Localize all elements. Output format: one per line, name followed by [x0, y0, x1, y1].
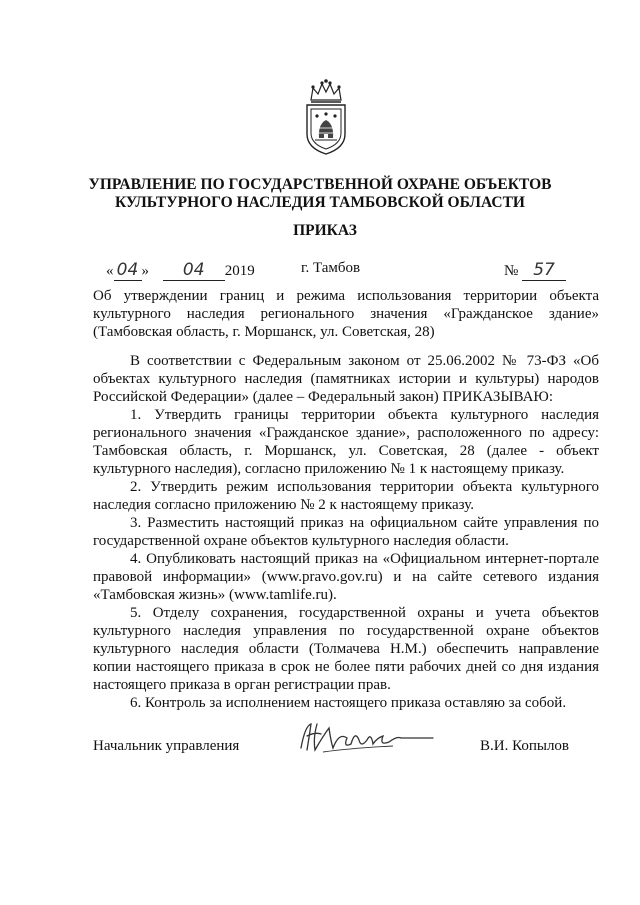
date-year: 2019: [224, 263, 255, 279]
subject-line: культурного наследия регионального значения «Гражданское здание»: [93, 306, 599, 322]
body-line: «Тамбовская жизнь» (www.tamlife.ru).: [93, 587, 337, 603]
body-line: В соответствии с Федеральным законом от 25.06.2002 № 73-ФЗ «Об: [130, 353, 599, 369]
body-line: 3. Разместить настоящий приказ на официальном сайте управления по: [130, 515, 599, 531]
authority-name-line-2: КУЛЬТУРНОГО НАСЛЕДИЯ ТАМБОВСКОЙ ОБЛАСТИ: [115, 194, 525, 211]
body-line: культурного наследия области (Толмачева Н.М.) обеспечить направление: [93, 641, 599, 657]
body-line: настоящего приказа в орган регистрации прав.: [93, 677, 391, 693]
order-subject: [93, 287, 599, 341]
order-number: [504, 260, 566, 281]
body-line: правовой информации» (www.pravo.gov.ru) и на сайте сетевого издания: [93, 569, 599, 585]
subject-line: Об утверждении границ и режима использования территории объекта: [93, 288, 599, 304]
body-line: 5. Отделу сохранения, государственной охраны и учета объектов: [130, 605, 599, 621]
body-line: наследия согласно приложению № 2 к настоящему приказу.: [93, 497, 474, 513]
city-label: г. Тамбов: [301, 260, 361, 276]
body-line: культурного наследия управления по государственной охране объектов: [93, 623, 599, 639]
body-line: 4. Опубликовать настоящий приказ на «Официальном интернет-портале: [130, 551, 599, 567]
subject-line: (Тамбовская область, г. Моршанск, ул. Советская, 28): [93, 324, 435, 340]
body-line: культурного наследия), согласно приложению № 1 к настоящему приказу.: [93, 461, 565, 477]
order-body: [93, 352, 599, 712]
body-line: 2. Утвердить режим использования территории объекта культурного: [130, 479, 599, 495]
coat-of-arms-emblem: [303, 78, 349, 156]
date-close-quote: »: [141, 263, 149, 279]
date-field: [106, 260, 255, 281]
document-type-title: ПРИКАЗ: [293, 222, 357, 239]
body-line: копии настоящего приказа в срок не более пяти рабочих дней со дня издания: [93, 659, 599, 675]
body-line: регионального значения «Гражданское здание», расположенного по адресу:: [93, 425, 599, 441]
signatory-name: В.И. Копылов: [480, 738, 570, 754]
handwritten-signature: [293, 718, 443, 758]
number-value: 57: [522, 260, 566, 281]
body-line: государственной охране объектов культурного наследия области.: [93, 533, 509, 549]
number-label: №: [504, 263, 519, 279]
body-line: объектах культурного наследия (памятниках истории и культуры) народов: [93, 371, 599, 387]
body-line: Тамбовская область, г. Моршанск, ул. Советская, 28 (далее - объект: [93, 443, 599, 459]
date-open-quote: «: [106, 263, 114, 279]
body-line: Российской Федерации» (далее – Федеральный закон) ПРИКАЗЫВАЮ:: [93, 389, 554, 405]
body-line: 6. Контроль за исполнением настоящего приказа оставляю за собой.: [130, 695, 567, 711]
signatory-position: Начальник управления: [93, 738, 240, 754]
date-day: 04: [114, 260, 142, 281]
date-month: 04: [163, 260, 225, 281]
authority-name-line-1: УПРАВЛЕНИЕ ПО ГОСУДАРСТВЕННОЙ ОХРАНЕ ОБЪЕКТОВ: [88, 176, 552, 193]
body-line: 1. Утвердить границы территории объекта культурного наследия: [130, 407, 599, 423]
